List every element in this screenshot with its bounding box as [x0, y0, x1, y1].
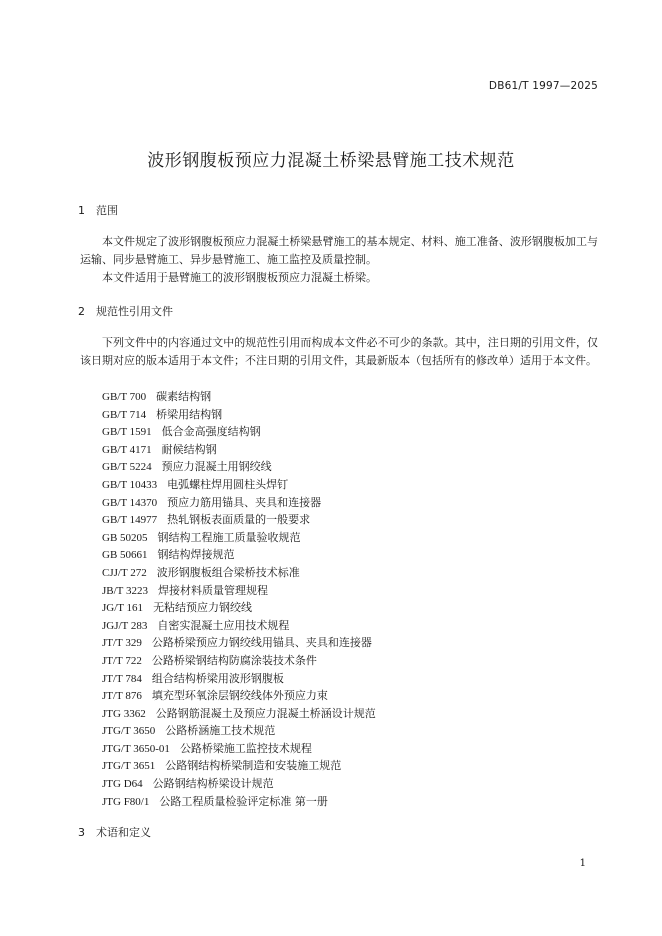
reference-code: GB/T 4171 [102, 443, 152, 456]
reference-code: GB/T 1591 [102, 426, 152, 439]
reference-code: JT/T 784 [102, 672, 142, 685]
list-item [102, 670, 376, 688]
reference-name: 钢结构焊接规范 [157, 548, 235, 562]
list-item [102, 511, 376, 529]
reference-name: 公路钢结构桥梁设计规范 [152, 777, 274, 791]
reference-code: GB 50661 [102, 549, 148, 562]
reference-name: 耐候结构钢 [161, 442, 217, 456]
list-item [102, 617, 376, 635]
section-title: 术语和定义 [96, 826, 151, 839]
reference-code: JTG/T 3650-01 [102, 742, 170, 755]
list-item [102, 388, 376, 406]
list-item [102, 529, 376, 547]
reference-name: 波形钢腹板组合梁桥技术标准 [156, 565, 300, 579]
reference-name: 填充型环氧涂层钢绞线体外预应力束 [151, 689, 328, 703]
reference-name: 公路工程质量检验评定标准 第一册 [159, 794, 328, 808]
reference-code: JTG F80/1 [102, 795, 150, 808]
reference-name: 公路钢筋混凝土及预应力混凝土桥涵设计规范 [155, 706, 376, 720]
section-number: 1 [78, 204, 85, 217]
reference-name: 无粘结预应力钢绞线 [153, 601, 253, 615]
list-item [102, 423, 376, 441]
list-item [102, 652, 376, 670]
list-item [102, 722, 376, 740]
reference-name: 钢结构工程施工质量验收规范 [157, 530, 301, 544]
reference-name: 自密实混凝土应用技术规程 [157, 618, 290, 632]
reference-name: 预应力筋用锚具、夹具和连接器 [167, 495, 322, 509]
reference-name: 组合结构桥梁用波形钢腹板 [151, 671, 284, 685]
reference-code: JT/T 722 [102, 654, 142, 667]
section-title: 范围 [96, 204, 118, 217]
list-item [102, 740, 376, 758]
list-item [102, 494, 376, 512]
reference-code: JTG/T 3650 [102, 725, 156, 738]
section-number: 3 [78, 826, 85, 839]
reference-code: GB/T 10433 [102, 478, 158, 491]
section-title: 规范性引用文件 [96, 305, 173, 318]
list-item [102, 634, 376, 652]
list-item [102, 406, 376, 424]
list-item [102, 476, 376, 494]
reference-name: 桥梁用结构钢 [156, 407, 223, 421]
page-number: 1 [579, 858, 586, 869]
reference-name: 预应力混凝土用钢绞线 [161, 460, 272, 474]
reference-name: 焊接材料质量管理规程 [157, 583, 268, 597]
reference-code: JT/T 329 [102, 637, 142, 650]
reference-name: 公路桥梁施工监控技术规程 [179, 741, 312, 755]
list-item [102, 546, 376, 564]
scope-paragraph-2: 本文件适用于悬臂施工的波形钢腹板预应力混凝土桥梁。 [102, 271, 377, 284]
section-2-heading [78, 303, 173, 319]
document-title: 波形钢腹板预应力混凝土桥梁悬臂施工技术规范 [147, 151, 515, 171]
reference-code: GB/T 714 [102, 408, 147, 421]
reference-code: GB 50205 [102, 531, 148, 544]
reference-code: GB/T 14370 [102, 496, 158, 509]
references-intro-paragraph: 下列文件中的内容通过文中的规范性引用而构成本文件必不可少的条款。其中，注日期的引用文件，仅该日期对应的版本适用于本文件；不注日期的引用文件，其最新版本（包括所有的修改单）适用于本文件。 [80, 336, 598, 367]
reference-code: JTG D64 [102, 778, 143, 791]
list-item [102, 582, 376, 600]
reference-code: JTG/T 3651 [102, 760, 156, 773]
reference-name: 低合金高强度结构钢 [161, 425, 261, 439]
reference-code: GB/T 14977 [102, 514, 158, 527]
reference-name: 热轧钢板表面质量的一般要求 [167, 513, 311, 527]
reference-code: JB/T 3223 [102, 584, 148, 597]
list-item [102, 599, 376, 617]
normative-references-list [102, 388, 376, 810]
section-1-heading [78, 202, 118, 218]
reference-name: 碳素结构钢 [156, 390, 212, 403]
list-item [102, 441, 376, 459]
list-item [102, 757, 376, 775]
scope-paragraph-1: 本文件规定了波形钢腹板预应力混凝土桥梁悬臂施工的基本规定、材料、施工准备、波形钢腹板加工与运输、同步悬臂施工、异步悬臂施工、施工监控及质量控制。 [80, 235, 598, 266]
list-item [102, 687, 376, 705]
reference-code: JGJ/T 283 [102, 619, 148, 632]
reference-code: JT/T 876 [102, 690, 142, 703]
reference-code: GB/T 700 [102, 391, 147, 403]
reference-name: 公路桥梁钢结构防腐涂装技术条件 [151, 653, 317, 667]
document-code: DB61/T 1997—2025 [488, 80, 598, 92]
reference-code: JTG 3362 [102, 707, 146, 720]
reference-name: 公路桥梁预应力钢绞线用锚具、夹具和连接器 [151, 636, 372, 650]
list-item [102, 564, 376, 582]
list-item [102, 705, 376, 723]
list-item [102, 458, 376, 476]
reference-name: 公路钢结构桥梁制造和安装施工规范 [165, 759, 342, 773]
section-3-heading [78, 824, 151, 840]
reference-code: GB/T 5224 [102, 461, 152, 474]
reference-name: 电弧螺柱焊用圆柱头焊钉 [167, 477, 289, 491]
section-number: 2 [78, 305, 85, 318]
list-item [102, 775, 376, 793]
reference-code: JG/T 161 [102, 602, 144, 615]
reference-name: 公路桥涵施工技术规范 [165, 724, 276, 738]
list-item [102, 793, 376, 811]
reference-code: CJJ/T 272 [102, 566, 147, 579]
